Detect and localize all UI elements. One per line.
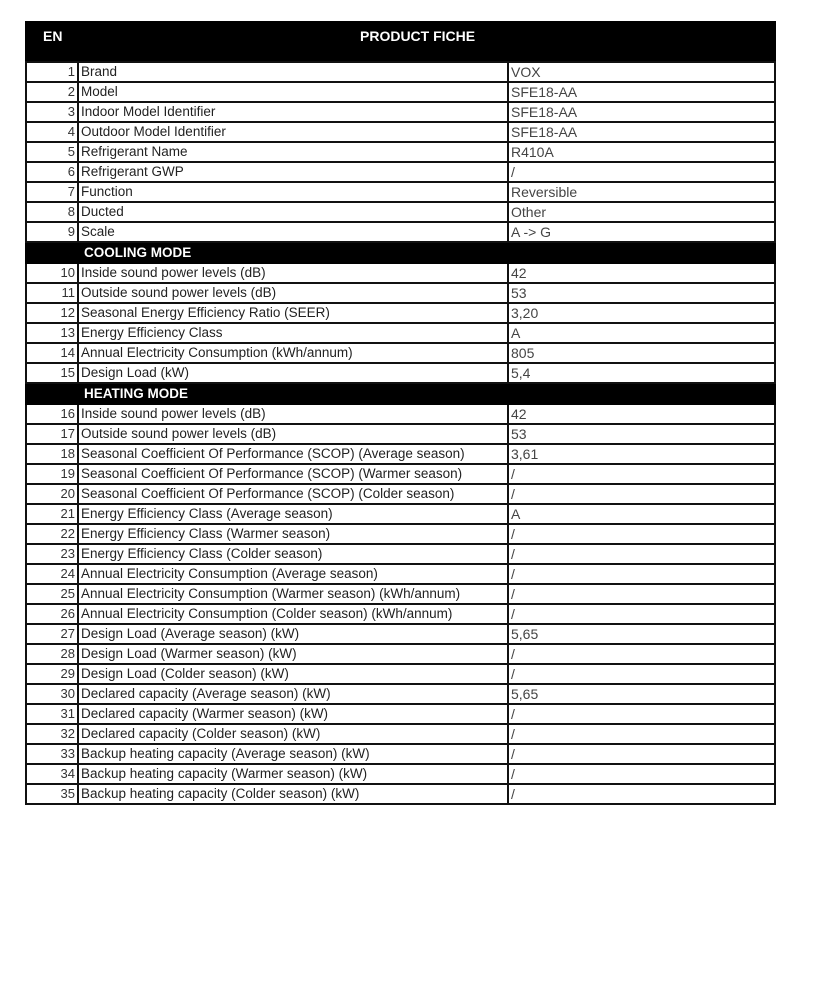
row-number: 6 (26, 162, 78, 182)
row-label: Energy Efficiency Class (Warmer season) (78, 524, 508, 544)
row-label: Annual Electricity Consumption (Warmer season) (kWh/annum) (78, 584, 508, 604)
section-spacer (26, 383, 78, 404)
row-value: 42 (508, 263, 775, 283)
row-number: 34 (26, 764, 78, 784)
row-number: 8 (26, 202, 78, 222)
row-value: 5,65 (508, 684, 775, 704)
row-value: 805 (508, 343, 775, 363)
language-code: EN (43, 28, 63, 44)
row-value: / (508, 604, 775, 624)
row-value: / (508, 704, 775, 724)
fiche-header (25, 21, 776, 61)
product-fiche-sheet (25, 21, 776, 805)
row-value: / (508, 644, 775, 664)
row-number: 31 (26, 704, 78, 724)
row-number: 28 (26, 644, 78, 664)
table-row (26, 222, 775, 242)
row-number: 14 (26, 343, 78, 363)
row-value: / (508, 724, 775, 744)
row-value: 53 (508, 424, 775, 444)
row-number: 22 (26, 524, 78, 544)
row-value: / (508, 564, 775, 584)
row-label: Energy Efficiency Class (Colder season) (78, 544, 508, 564)
row-label: Outside sound power levels (dB) (78, 424, 508, 444)
row-label: Scale (78, 222, 508, 242)
row-value: Reversible (508, 182, 775, 202)
table-row (26, 484, 775, 504)
row-label: Inside sound power levels (dB) (78, 404, 508, 424)
row-label: Refrigerant GWP (78, 162, 508, 182)
row-number: 10 (26, 263, 78, 283)
section-spacer (508, 383, 775, 404)
row-value: / (508, 664, 775, 684)
row-value: A (508, 504, 775, 524)
row-label: Backup heating capacity (Colder season) (kW) (78, 784, 508, 804)
table-row (26, 444, 775, 464)
table-row (26, 303, 775, 323)
fiche-table (25, 61, 776, 805)
row-number: 4 (26, 122, 78, 142)
row-label: Backup heating capacity (Average season) (kW) (78, 744, 508, 764)
row-label: Seasonal Coefficient Of Performance (SCOP) (Warmer season) (78, 464, 508, 484)
row-label: Brand (78, 62, 508, 82)
section-title: HEATING MODE (78, 383, 508, 404)
row-label: Design Load (Warmer season) (kW) (78, 644, 508, 664)
row-number: 3 (26, 102, 78, 122)
row-value: SFE18-AA (508, 82, 775, 102)
table-row (26, 704, 775, 724)
table-row (26, 142, 775, 162)
row-number: 12 (26, 303, 78, 323)
row-number: 24 (26, 564, 78, 584)
row-number: 1 (26, 62, 78, 82)
row-value: 3,20 (508, 303, 775, 323)
row-value: SFE18-AA (508, 122, 775, 142)
row-label: Design Load (Colder season) (kW) (78, 664, 508, 684)
row-value: VOX (508, 62, 775, 82)
row-number: 18 (26, 444, 78, 464)
table-row (26, 764, 775, 784)
row-value: / (508, 524, 775, 544)
row-number: 17 (26, 424, 78, 444)
row-label: Seasonal Coefficient Of Performance (SCOP) (Average season) (78, 444, 508, 464)
row-label: Declared capacity (Colder season) (kW) (78, 724, 508, 744)
table-row (26, 744, 775, 764)
row-number: 13 (26, 323, 78, 343)
section-title: COOLING MODE (78, 242, 508, 263)
row-label: Declared capacity (Average season) (kW) (78, 684, 508, 704)
row-label: Annual Electricity Consumption (kWh/annum) (78, 343, 508, 363)
row-value: 3,61 (508, 444, 775, 464)
row-value: / (508, 784, 775, 804)
row-number: 19 (26, 464, 78, 484)
table-row (26, 564, 775, 584)
row-number: 15 (26, 363, 78, 383)
row-value: 53 (508, 283, 775, 303)
table-row (26, 724, 775, 744)
row-value: 5,4 (508, 363, 775, 383)
table-row (26, 544, 775, 564)
row-value: 5,65 (508, 624, 775, 644)
row-value: / (508, 464, 775, 484)
table-row (26, 202, 775, 222)
table-row (26, 283, 775, 303)
table-row (26, 504, 775, 524)
section-spacer (26, 242, 78, 263)
row-label: Outside sound power levels (dB) (78, 283, 508, 303)
table-row (26, 584, 775, 604)
table-row (26, 363, 775, 383)
table-row (26, 664, 775, 684)
table-row (26, 162, 775, 182)
table-row (26, 343, 775, 363)
row-value: SFE18-AA (508, 102, 775, 122)
row-label: Design Load (kW) (78, 363, 508, 383)
row-value: 42 (508, 404, 775, 424)
row-label: Declared capacity (Warmer season) (kW) (78, 704, 508, 724)
section-spacer (508, 242, 775, 263)
row-label: Seasonal Energy Efficiency Ratio (SEER) (78, 303, 508, 323)
row-number: 32 (26, 724, 78, 744)
row-number: 30 (26, 684, 78, 704)
row-value: / (508, 162, 775, 182)
table-row (26, 182, 775, 202)
row-value: / (508, 764, 775, 784)
row-number: 16 (26, 404, 78, 424)
row-value: A -> G (508, 222, 775, 242)
table-row (26, 684, 775, 704)
row-number: 2 (26, 82, 78, 102)
fiche-title: PRODUCT FICHE (360, 28, 476, 44)
row-number: 23 (26, 544, 78, 564)
table-row (26, 644, 775, 664)
row-label: Inside sound power levels (dB) (78, 263, 508, 283)
row-label: Annual Electricity Consumption (Average season) (78, 564, 508, 584)
row-value: / (508, 484, 775, 504)
row-value: R410A (508, 142, 775, 162)
row-number: 5 (26, 142, 78, 162)
table-row (26, 424, 775, 444)
row-number: 29 (26, 664, 78, 684)
table-row (26, 604, 775, 624)
section-cooling-mode (26, 242, 775, 263)
row-number: 33 (26, 744, 78, 764)
table-row (26, 82, 775, 102)
row-value: A (508, 323, 775, 343)
row-value: / (508, 544, 775, 564)
table-row (26, 464, 775, 484)
row-label: Design Load (Average season) (kW) (78, 624, 508, 644)
row-number: 26 (26, 604, 78, 624)
row-label: Ducted (78, 202, 508, 222)
row-label: Function (78, 182, 508, 202)
table-row (26, 122, 775, 142)
section-heating-mode (26, 383, 775, 404)
row-number: 20 (26, 484, 78, 504)
row-label: Indoor Model Identifier (78, 102, 508, 122)
table-row (26, 323, 775, 343)
row-label: Seasonal Coefficient Of Performance (SCOP) (Colder season) (78, 484, 508, 504)
row-number: 21 (26, 504, 78, 524)
row-number: 11 (26, 283, 78, 303)
row-label: Backup heating capacity (Warmer season) (kW) (78, 764, 508, 784)
table-row (26, 62, 775, 82)
row-number: 25 (26, 584, 78, 604)
row-number: 27 (26, 624, 78, 644)
table-row (26, 263, 775, 283)
table-row (26, 102, 775, 122)
row-value: Other (508, 202, 775, 222)
row-label: Energy Efficiency Class (78, 323, 508, 343)
row-label: Model (78, 82, 508, 102)
row-number: 35 (26, 784, 78, 804)
table-row (26, 524, 775, 544)
row-label: Energy Efficiency Class (Average season) (78, 504, 508, 524)
table-row (26, 784, 775, 804)
row-value: / (508, 584, 775, 604)
row-label: Refrigerant Name (78, 142, 508, 162)
row-label: Annual Electricity Consumption (Colder season) (kWh/annum) (78, 604, 508, 624)
row-number: 7 (26, 182, 78, 202)
table-row (26, 624, 775, 644)
table-row (26, 404, 775, 424)
row-value: / (508, 744, 775, 764)
row-label: Outdoor Model Identifier (78, 122, 508, 142)
row-number: 9 (26, 222, 78, 242)
